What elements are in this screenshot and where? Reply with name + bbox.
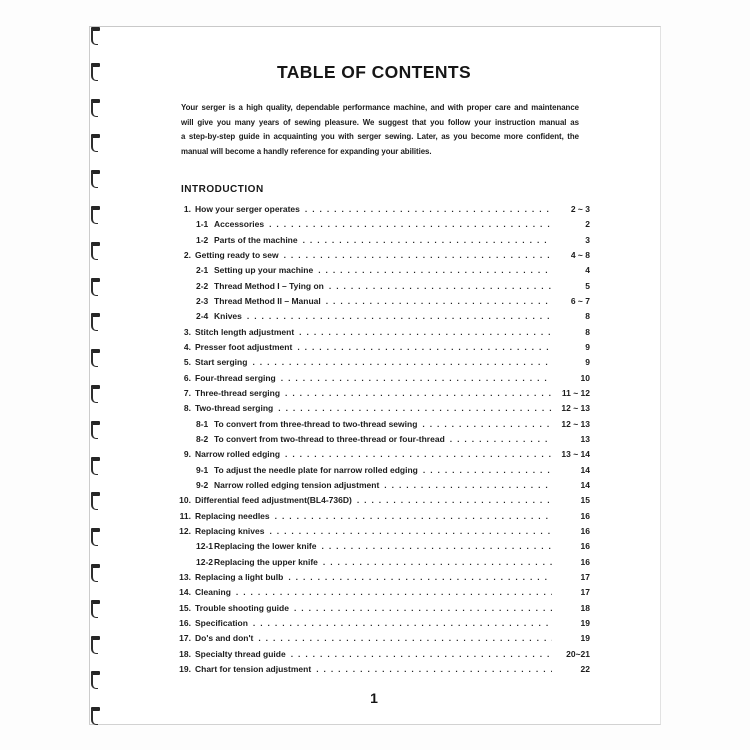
toc-row xyxy=(177,465,590,480)
toc-entry-number: 8. xyxy=(183,403,191,414)
dot-leader-icon xyxy=(253,618,552,628)
toc-row xyxy=(177,557,590,572)
intro-paragraph-line: manual will become a handly reference for expanding your abilities. xyxy=(181,146,432,156)
intro-paragraph-line: a step-by-step guide in acquainting you with serger sewing. Later, as you become more confident, the xyxy=(181,132,579,142)
toc-entry-label: Knives xyxy=(214,311,242,322)
toc-entry-page: 3 xyxy=(585,234,590,245)
binding-hole-icon xyxy=(91,421,102,439)
toc-row xyxy=(177,373,590,388)
toc-entry-page: 19 xyxy=(580,633,590,644)
toc-entry-page: 18 xyxy=(580,602,590,613)
dot-leader-icon xyxy=(357,495,552,505)
toc-entry-page: 17 xyxy=(580,571,590,582)
binding-hole-icon xyxy=(91,636,102,654)
dot-leader-icon xyxy=(278,403,552,413)
toc-entry-number: 5. xyxy=(183,357,191,368)
dot-leader-icon xyxy=(294,603,552,613)
toc-entry-label: Start serging xyxy=(195,357,248,368)
toc-entry-label: Narrow rolled edging xyxy=(195,449,281,460)
dot-leader-icon xyxy=(318,265,552,275)
binding-hole-icon xyxy=(91,170,102,188)
dot-leader-icon xyxy=(316,664,552,674)
binding-hole-icon xyxy=(91,27,102,45)
toc-list xyxy=(177,204,590,679)
toc-entry-page: 13 ~ 14 xyxy=(561,449,590,460)
toc-row xyxy=(177,587,590,602)
dot-leader-icon xyxy=(305,204,552,214)
toc-entry-label: Narrow rolled edging tension adjustment xyxy=(214,479,380,490)
dot-leader-icon xyxy=(323,557,552,567)
introduction-heading: INTRODUCTION xyxy=(181,184,264,195)
toc-entry-page: 6 ~ 7 xyxy=(570,295,590,306)
toc-entry-number: 14. xyxy=(179,587,191,598)
page-title: TABLE OF CONTENTS xyxy=(276,62,472,82)
dot-leader-icon xyxy=(303,235,552,245)
toc-entry-page: 16 xyxy=(580,510,590,521)
binding-hole-icon xyxy=(91,671,102,689)
dot-leader-icon xyxy=(269,526,552,536)
toc-entry-page: 14 xyxy=(580,479,590,490)
toc-entry-page: 17 xyxy=(580,587,590,598)
toc-row xyxy=(177,480,590,495)
intro-paragraph-line: will give you many years of sewing pleasure. We suggest that you follow your instruction manual as xyxy=(181,117,579,127)
toc-entry-number: 8-1 xyxy=(196,418,209,429)
toc-entry-number: 15. xyxy=(179,602,191,613)
dot-leader-icon xyxy=(299,327,552,337)
dot-leader-icon xyxy=(450,434,552,444)
binding-hole-icon xyxy=(91,385,102,403)
toc-row xyxy=(177,664,590,679)
toc-entry-label: Trouble shooting guide xyxy=(195,602,289,613)
toc-row xyxy=(177,541,590,556)
intro-paragraph xyxy=(181,101,579,159)
dot-leader-icon xyxy=(284,250,552,260)
toc-entry-label: Thread Method I – Tying on xyxy=(214,280,324,291)
toc-entry-number: 17. xyxy=(179,633,191,644)
toc-entry-number: 2-1 xyxy=(196,265,209,276)
toc-entry-number: 6. xyxy=(183,372,191,383)
toc-row xyxy=(177,434,590,449)
toc-entry-label: Getting ready to sew xyxy=(195,249,279,260)
toc-row xyxy=(177,603,590,618)
dot-leader-icon xyxy=(247,311,552,321)
toc-row xyxy=(177,357,590,372)
binding-hole-icon xyxy=(91,99,102,117)
toc-row xyxy=(177,449,590,464)
toc-entry-label: Thread Method II – Manual xyxy=(214,295,321,306)
binding-hole-icon xyxy=(91,600,102,618)
toc-entry-label: Specification xyxy=(195,617,248,628)
dot-leader-icon xyxy=(281,373,552,383)
toc-entry-page: 22 xyxy=(580,663,590,674)
toc-entry-label: Three-thread serging xyxy=(195,387,281,398)
toc-entry-number: 2-4 xyxy=(196,311,209,322)
toc-entry-number: 4. xyxy=(183,341,191,352)
toc-row xyxy=(177,495,590,510)
dot-leader-icon xyxy=(252,357,552,367)
toc-entry-number: 8-2 xyxy=(196,433,209,444)
binding-hole-icon xyxy=(91,349,102,367)
toc-row xyxy=(177,327,590,342)
toc-entry-page: 9 xyxy=(585,357,590,368)
footer-page-number: 1 xyxy=(370,690,378,706)
dot-leader-icon xyxy=(269,219,552,229)
toc-entry-number: 9-2 xyxy=(196,479,209,490)
toc-entry-page: 8 xyxy=(585,311,590,322)
toc-entry-label: Two-thread serging xyxy=(195,403,274,414)
toc-entry-label: Setting up your machine xyxy=(214,265,314,276)
toc-row xyxy=(177,281,590,296)
dot-leader-icon xyxy=(326,296,552,306)
toc-entry-label: Replacing the upper knife xyxy=(214,556,318,567)
toc-row xyxy=(177,265,590,280)
toc-entry-page: 11 ~ 12 xyxy=(561,387,590,398)
toc-entry-label: To adjust the needle plate for narrow rolled edging xyxy=(214,464,418,475)
toc-entry-number: 1-2 xyxy=(196,234,209,245)
toc-entry-page: 19 xyxy=(580,617,590,628)
toc-row xyxy=(177,235,590,250)
toc-entry-number: 16. xyxy=(179,617,191,628)
toc-entry-number: 1. xyxy=(183,204,191,214)
dot-leader-icon xyxy=(329,281,552,291)
toc-entry-number: 12-2 xyxy=(196,556,214,567)
toc-entry-page: 2 xyxy=(585,219,590,230)
toc-entry-number: 1-1 xyxy=(196,219,209,230)
dot-leader-icon xyxy=(291,649,552,659)
toc-entry-page: 20~21 xyxy=(566,648,590,659)
toc-row xyxy=(177,311,590,326)
toc-entry-page: 12 ~ 13 xyxy=(561,418,590,429)
dot-leader-icon xyxy=(236,587,552,597)
dot-leader-icon xyxy=(384,480,552,490)
binding-hole-icon xyxy=(91,242,102,260)
toc-row xyxy=(177,204,590,219)
toc-entry-label: Parts of the machine xyxy=(214,234,298,245)
toc-entry-page: 14 xyxy=(580,464,590,475)
dot-leader-icon xyxy=(285,449,552,459)
dot-leader-icon xyxy=(288,572,552,582)
toc-entry-page: 2 ~ 3 xyxy=(570,204,590,214)
toc-row xyxy=(177,388,590,403)
toc-row xyxy=(177,219,590,234)
toc-entry-number: 12-1 xyxy=(196,541,214,552)
toc-entry-number: 10. xyxy=(179,495,191,506)
dot-leader-icon xyxy=(322,541,553,551)
dot-leader-icon xyxy=(285,388,552,398)
toc-entry-label: Replacing a light bulb xyxy=(195,571,284,582)
toc-entry-number: 19. xyxy=(179,663,191,674)
toc-entry-number: 12. xyxy=(179,525,191,536)
toc-entry-number: 11. xyxy=(179,510,191,521)
toc-entry-label: Specialty thread guide xyxy=(195,648,286,659)
toc-entry-page: 10 xyxy=(580,372,590,383)
toc-entry-number: 7. xyxy=(183,387,191,398)
dot-leader-icon xyxy=(275,511,552,521)
toc-entry-number: 9-1 xyxy=(196,464,209,475)
binding-hole-icon xyxy=(91,206,102,224)
binding-hole-icon xyxy=(91,278,102,296)
binding-hole-icon xyxy=(91,134,102,152)
binding-hole-icon xyxy=(91,528,102,546)
toc-entry-number: 2. xyxy=(183,249,191,260)
toc-entry-label: Four-thread serging xyxy=(195,372,276,383)
toc-row xyxy=(177,572,590,587)
toc-entry-label: Replacing knives xyxy=(195,525,265,536)
toc-entry-number: 2-3 xyxy=(196,295,209,306)
intro-paragraph-line: Your serger is a high quality, dependable performance machine, and with proper care and maintenance xyxy=(181,103,579,112)
toc-row xyxy=(177,296,590,311)
dot-leader-icon xyxy=(258,633,552,643)
toc-entry-page: 9 xyxy=(585,341,590,352)
binding-hole-icon xyxy=(91,457,102,475)
toc-entry-label: Stitch length adjustment xyxy=(195,326,295,337)
toc-entry-page: 15 xyxy=(580,495,590,506)
toc-row xyxy=(177,511,590,526)
toc-row xyxy=(177,342,590,357)
toc-entry-page: 4 ~ 8 xyxy=(570,249,590,260)
toc-entry-page: 5 xyxy=(585,280,590,291)
toc-row xyxy=(177,419,590,434)
toc-entry-label: Presser foot adjustment xyxy=(195,341,293,352)
toc-entry-label: How your serger operates xyxy=(195,204,300,214)
toc-entry-page: 16 xyxy=(580,556,590,567)
toc-entry-label: To convert from three-thread to two-thread sewing xyxy=(214,418,418,429)
toc-entry-page: 16 xyxy=(580,541,590,552)
toc-row xyxy=(177,526,590,541)
toc-entry-label: Replacing needles xyxy=(195,510,270,521)
toc-entry-number: 2-2 xyxy=(196,280,209,291)
toc-entry-label: Chart for tension adjustment xyxy=(195,663,312,674)
toc-entry-page: 12 ~ 13 xyxy=(561,403,590,414)
dot-leader-icon xyxy=(297,342,552,352)
toc-entry-label: Replacing the lower knife xyxy=(214,541,317,552)
toc-row xyxy=(177,633,590,648)
toc-entry-number: 3. xyxy=(183,326,191,337)
toc-entry-number: 18. xyxy=(179,648,191,659)
toc-entry-page: 8 xyxy=(585,326,590,337)
toc-entry-label: Accessories xyxy=(214,219,265,230)
dot-leader-icon xyxy=(423,465,552,475)
toc-entry-label: Cleaning xyxy=(195,587,231,598)
toc-entry-number: 13. xyxy=(179,571,191,582)
binding-hole-icon xyxy=(91,564,102,582)
toc-row xyxy=(177,250,590,265)
toc-entry-label: Differential feed adjustment(BL4-736D) xyxy=(195,495,352,506)
dot-leader-icon xyxy=(422,419,552,429)
toc-entry-number: 9. xyxy=(183,449,191,460)
toc-row xyxy=(177,403,590,418)
toc-entry-label: Do's and don't xyxy=(195,633,254,644)
toc-entry-page: 13 xyxy=(580,433,590,444)
toc-row xyxy=(177,649,590,664)
binding-hole-icon xyxy=(91,492,102,510)
toc-entry-label: To convert from two-thread to three-thread or four-thread xyxy=(214,433,445,444)
toc-entry-page: 16 xyxy=(580,525,590,536)
toc-entry-page: 4 xyxy=(585,265,590,276)
binding-hole-icon xyxy=(91,313,102,331)
toc-row xyxy=(177,618,590,633)
binding-hole-icon xyxy=(91,707,102,725)
